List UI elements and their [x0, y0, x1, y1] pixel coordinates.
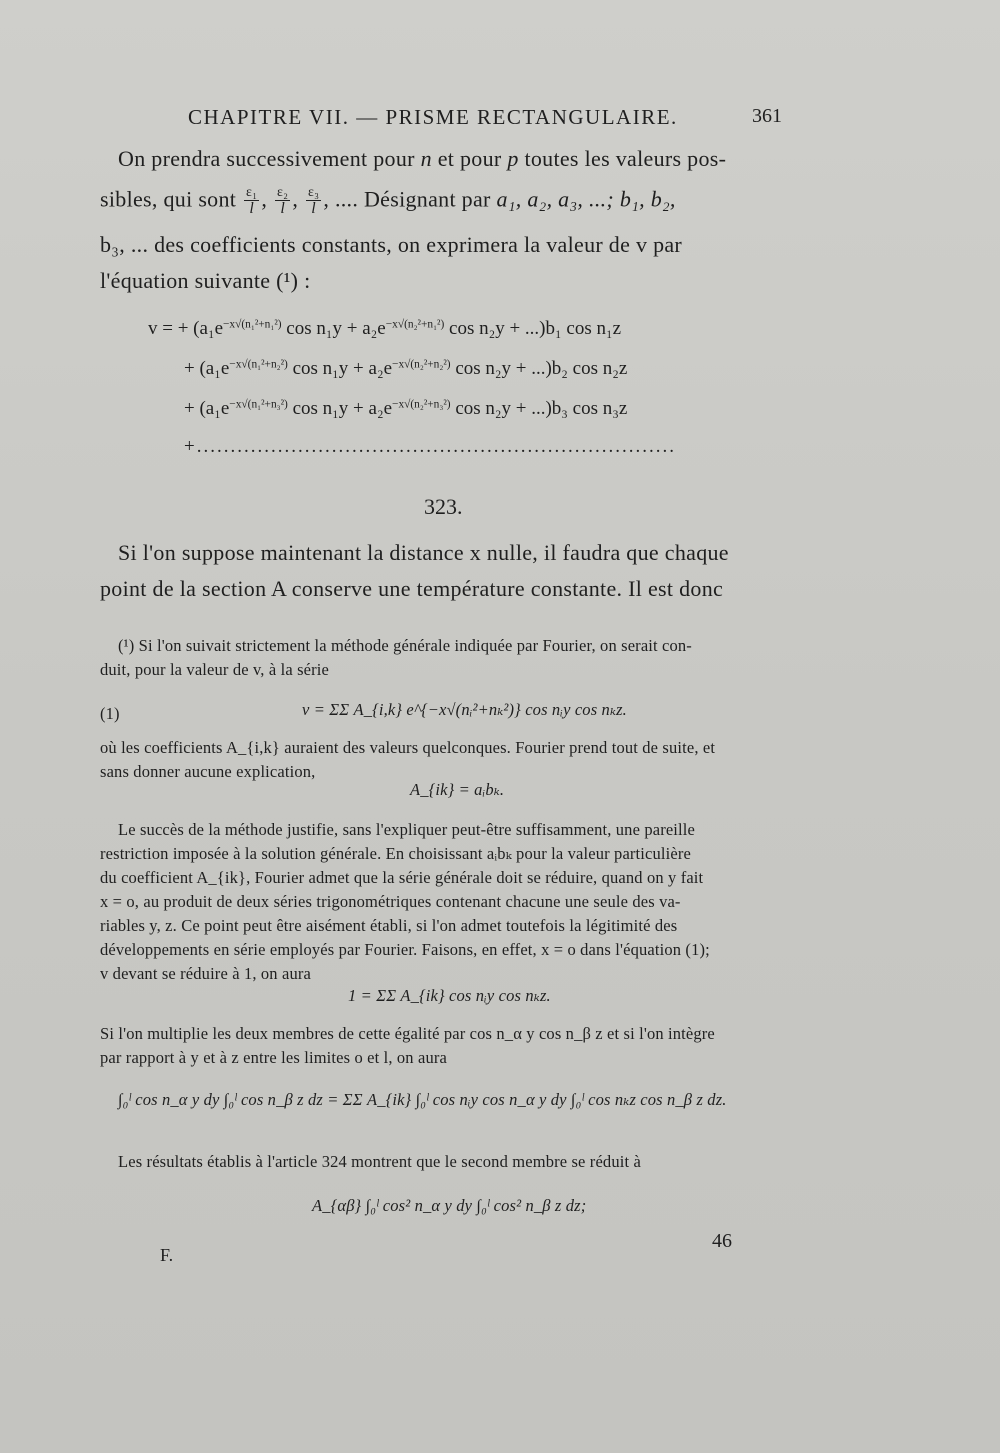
- footnote-equation-5: A_{αβ} ∫₀ˡ cos² n_α y dy ∫₀ˡ cos² n_β z dz;: [312, 1196, 587, 1215]
- signature-letter: F.: [160, 1245, 174, 1265]
- body-line-1: On prendra successivement pour n et pour p toutes les valeurs pos-: [118, 146, 727, 171]
- section-line-1: Si l'on suppose maintenant la distance x nulle, il faudra que chaque: [118, 540, 729, 565]
- body-line-2: sibles, qui sont $\frac{\text{ε₁}}{l}$ , $\frac{\text{ε₂}}{l}$ , $\frac{\text{ε₃}}{l}$ , .... Désignant par a₁, a₂, a₃, ...; b₁, b₂,: [100, 185, 676, 217]
- footnote-equation-2: A_{ik} = aᵢbₖ.: [410, 780, 505, 799]
- section-line-2: point de la section A conserve une température constante. Il est donc: [100, 576, 724, 601]
- footnote-line-13: par rapport à y et à z entre les limites o et l, on aura: [100, 1048, 447, 1067]
- section-number: 323.: [424, 494, 463, 519]
- footnote-equation-4: ∫₀ˡ cos n_α y dy ∫₀ˡ cos n_β z dz = ΣΣ A_{ik} ∫₀ˡ cos nᵢy cos n_α y dy ∫₀ˡ cos nₖz cos n_β z dz.: [118, 1090, 727, 1109]
- footnote-eq1-label: (1): [100, 704, 120, 723]
- body-line-4: l'équation suivante (¹) :: [100, 268, 311, 293]
- footnote-line-7: du coefficient A_{ik}, Fourier admet que la série générale doit se réduire, quand on y fait: [100, 868, 704, 887]
- footnote-line-4: sans donner aucune explication,: [100, 762, 316, 781]
- footnote-line-6: restriction imposée à la solution générale. En choisissant aᵢbₖ pour la valeur particulière: [100, 844, 691, 863]
- equation-row-3: + ($a_1e^{-x√(n_1^2+n_3^2)}$ $\cos n_1y + a_2e^{-x√(n_2^2+n_3^2)}$ cos n₂y + ...)b₃ cos n₃z: [184, 398, 628, 419]
- footnote-line-3: où les coefficients A_{i,k} auraient des valeurs quelconques. Fourier prend tout de suite, et: [100, 738, 716, 757]
- page-number: 361: [752, 105, 782, 127]
- footnote-line-5: Le succès de la méthode justifie, sans l'expliquer peut-être suffisamment, une pareille: [118, 820, 695, 839]
- body-line-3: b₃, ... des coefficients constants, on exprimera la valeur de v par: [100, 232, 683, 257]
- footnote-line-11: v devant se réduire à 1, on aura: [100, 964, 311, 983]
- equation-row-1: v = + ($a_1e^{-x√(n_1^2+n_1^2)}$ $\cos n_1y + a_2e^{-x√(n_2^2+n_1^2)}$ cos n₂y + ...)b₁ cos n₁z: [148, 318, 622, 339]
- equation-row-2: + ($a_1e^{-x√(n_1^2+n_2^2)}$ $\cos n_1y + a_2e^{-x√(n_2^2+n_2^2)}$ cos n₂y + ...)b₂ cos n₂z: [184, 358, 628, 379]
- fraction-eps1: $\frac{\text{ε₁}}{l}$: [246, 185, 258, 217]
- running-header: CHAPITRE VII. — PRISME RECTANGULAIRE.: [188, 105, 678, 129]
- fraction-eps2: $\frac{\text{ε₂}}{l}$: [277, 185, 289, 217]
- sheet-number: 46: [712, 1230, 732, 1252]
- footnote-line-2: duit, pour la valeur de v, à la série: [100, 660, 329, 679]
- footnote-line-9: riables y, z. Ce point peut être aisément établi, si l'on admet toutefois la légitimité des: [100, 916, 678, 935]
- footnote-line-8: x = o, au produit de deux séries trigonométriques contenant chacune une seule des va-: [100, 892, 681, 911]
- fraction-eps3: $\frac{\text{ε₃}}{l}$: [307, 185, 320, 217]
- footnote-equation-1: v = ΣΣ A_{i,k} e^{−x√(nᵢ²+nₖ²)} cos nᵢy cos nₖz.: [302, 700, 627, 719]
- footnote-equation-3: 1 = ΣΣ A_{ik} cos nᵢy cos nₖz.: [348, 986, 551, 1005]
- equation-row-4: +.......................................................................: [184, 436, 676, 457]
- footnote-line-1: (¹) Si l'on suivait strictement la méthode générale indiquée par Fourier, on serait con-: [118, 636, 692, 655]
- footnote-line-14: Les résultats établis à l'article 324 montrent que le second membre se réduit à: [118, 1152, 641, 1171]
- footnote-line-12: Si l'on multiplie les deux membres de cette égalité par cos n_α y cos n_β z et si l'on intègre: [100, 1024, 715, 1043]
- footnote-line-10: développements en série employés par Fourier. Faisons, en effet, x = o dans l'équation (1);: [100, 940, 710, 959]
